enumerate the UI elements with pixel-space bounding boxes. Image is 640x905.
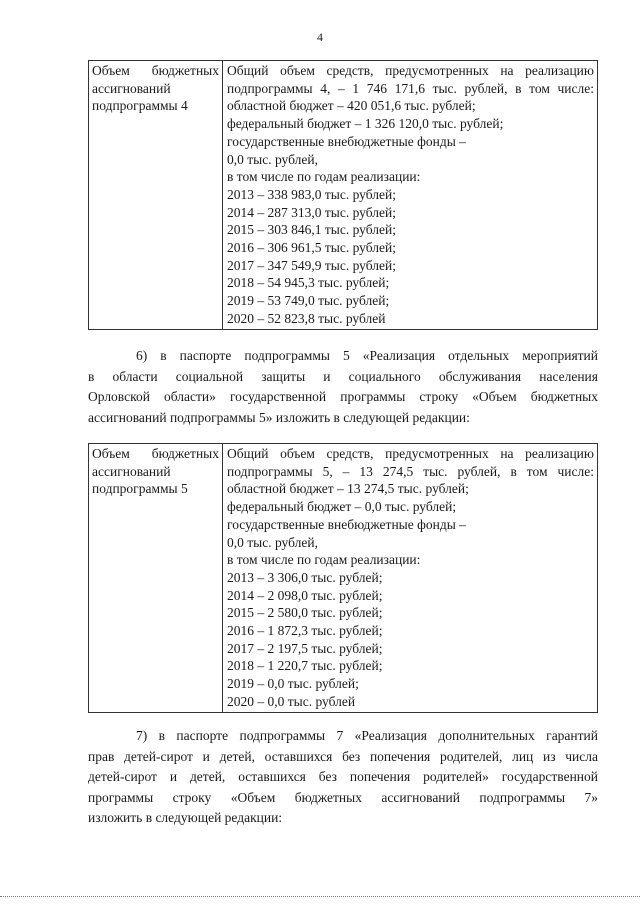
content-line: областной бюджет – 420 051,6 тыс. рублей; (227, 98, 476, 114)
paragraph-line: программы строку «Объем бюджетных ассигнований подпрограммы 7» (88, 789, 598, 805)
content-line: 2018 – 1 220,7 тыс. рублей; (227, 658, 383, 674)
table-row (89, 61, 598, 330)
label-line: подпрограммы 5 (92, 481, 188, 497)
content-line: 2016 – 306 961,5 тыс. рублей; (227, 240, 396, 256)
label-line: подпрограммы 4 (92, 98, 188, 114)
content-line: государственные внебюджетные фонды – (227, 516, 466, 532)
label-line: Объем бюджетных (92, 63, 219, 78)
content-line: Общий объем средств, предусмотренных на реализацию (227, 63, 594, 78)
content-line: 0,0 тыс. рублей, (227, 534, 318, 550)
table-row (89, 444, 598, 713)
paragraph-line: 6) в паспорте подпрограммы 5 «Реализация отдельных мероприятий (136, 348, 598, 363)
content-line: 2020 – 52 823,8 тыс. рублей (227, 310, 386, 326)
content-line: 0,0 тыс. рублей, (227, 151, 318, 167)
content-line: 2013 – 3 306,0 тыс. рублей; (227, 569, 383, 585)
content-line: 2020 – 0,0 тыс. рублей (227, 693, 356, 709)
content-line: в том числе по годам реализации: (227, 552, 421, 568)
table-content-cell (223, 444, 598, 713)
paragraph-7 (88, 726, 598, 829)
content-line: 2019 – 53 749,0 тыс. рублей; (227, 293, 390, 309)
page-number: 4 (317, 30, 323, 44)
paragraph-line: Орловской области» государственной программы строку «Объем бюджетных (88, 389, 598, 404)
content-line: 2014 – 2 098,0 тыс. рублей; (227, 587, 383, 603)
content-line: 2013 – 338 983,0 тыс. рублей; (227, 186, 396, 202)
table-content-cell (223, 61, 598, 330)
paragraph-line: изложить в следующей редакции: (88, 810, 283, 825)
budget-table-subprogram-5 (88, 443, 598, 713)
paragraph-line: детей-сирот и детей, оставшихся без попечения родителей» государственной (88, 769, 598, 784)
scan-edge-divider (0, 896, 640, 897)
paragraph-line: 7) в паспорте подпрограммы 7 «Реализация дополнительных гарантий (136, 728, 598, 743)
table-label-cell (89, 444, 223, 713)
content-line: 2015 – 2 580,0 тыс. рублей; (227, 605, 383, 621)
content-line: подпрограммы 4, – 1 746 171,6 тыс. рублей, в том числе: (227, 80, 594, 96)
content-line: Общий объем средств, предусмотренных на реализацию (227, 446, 594, 461)
content-line: в том числе по годам реализации: (227, 169, 421, 185)
content-line: 2016 – 1 872,3 тыс. рублей; (227, 623, 383, 639)
label-line: ассигнований (92, 463, 171, 479)
content-line: подпрограммы 5, – 13 274,5 тыс. рублей, в том числе: (227, 463, 594, 479)
paragraph-6 (88, 346, 598, 428)
content-line: федеральный бюджет – 0,0 тыс. рублей; (227, 499, 457, 515)
paragraph-line: ассигнований подпрограммы 5» изложить в следующей редакции: (88, 409, 470, 425)
budget-table-subprogram-4 (88, 60, 598, 330)
table-label-cell (89, 61, 223, 330)
content-line: 2018 – 54 945,3 тыс. рублей; (227, 275, 390, 291)
content-line: государственные внебюджетные фонды – (227, 133, 466, 149)
content-line: 2017 – 2 197,5 тыс. рублей; (227, 640, 383, 656)
content-line: 2014 – 287 313,0 тыс. рублей; (227, 204, 396, 220)
content-line: федеральный бюджет – 1 326 120,0 тыс. рублей; (227, 116, 504, 132)
content-line: 2015 – 303 846,1 тыс. рублей; (227, 222, 396, 238)
paragraph-line: в области социальной защиты и социального обслуживания населения (88, 368, 598, 384)
content-line: областной бюджет – 13 274,5 тыс. рублей; (227, 481, 469, 497)
content-line: 2017 – 347 549,9 тыс. рублей; (227, 257, 396, 273)
paragraph-line: прав детей-сирот и детей, оставшихся без попечения родителей, лиц из числа (88, 748, 598, 764)
label-line: Объем бюджетных (92, 446, 219, 461)
content-line: 2019 – 0,0 тыс. рублей; (227, 676, 359, 692)
label-line: ассигнований (92, 80, 171, 96)
